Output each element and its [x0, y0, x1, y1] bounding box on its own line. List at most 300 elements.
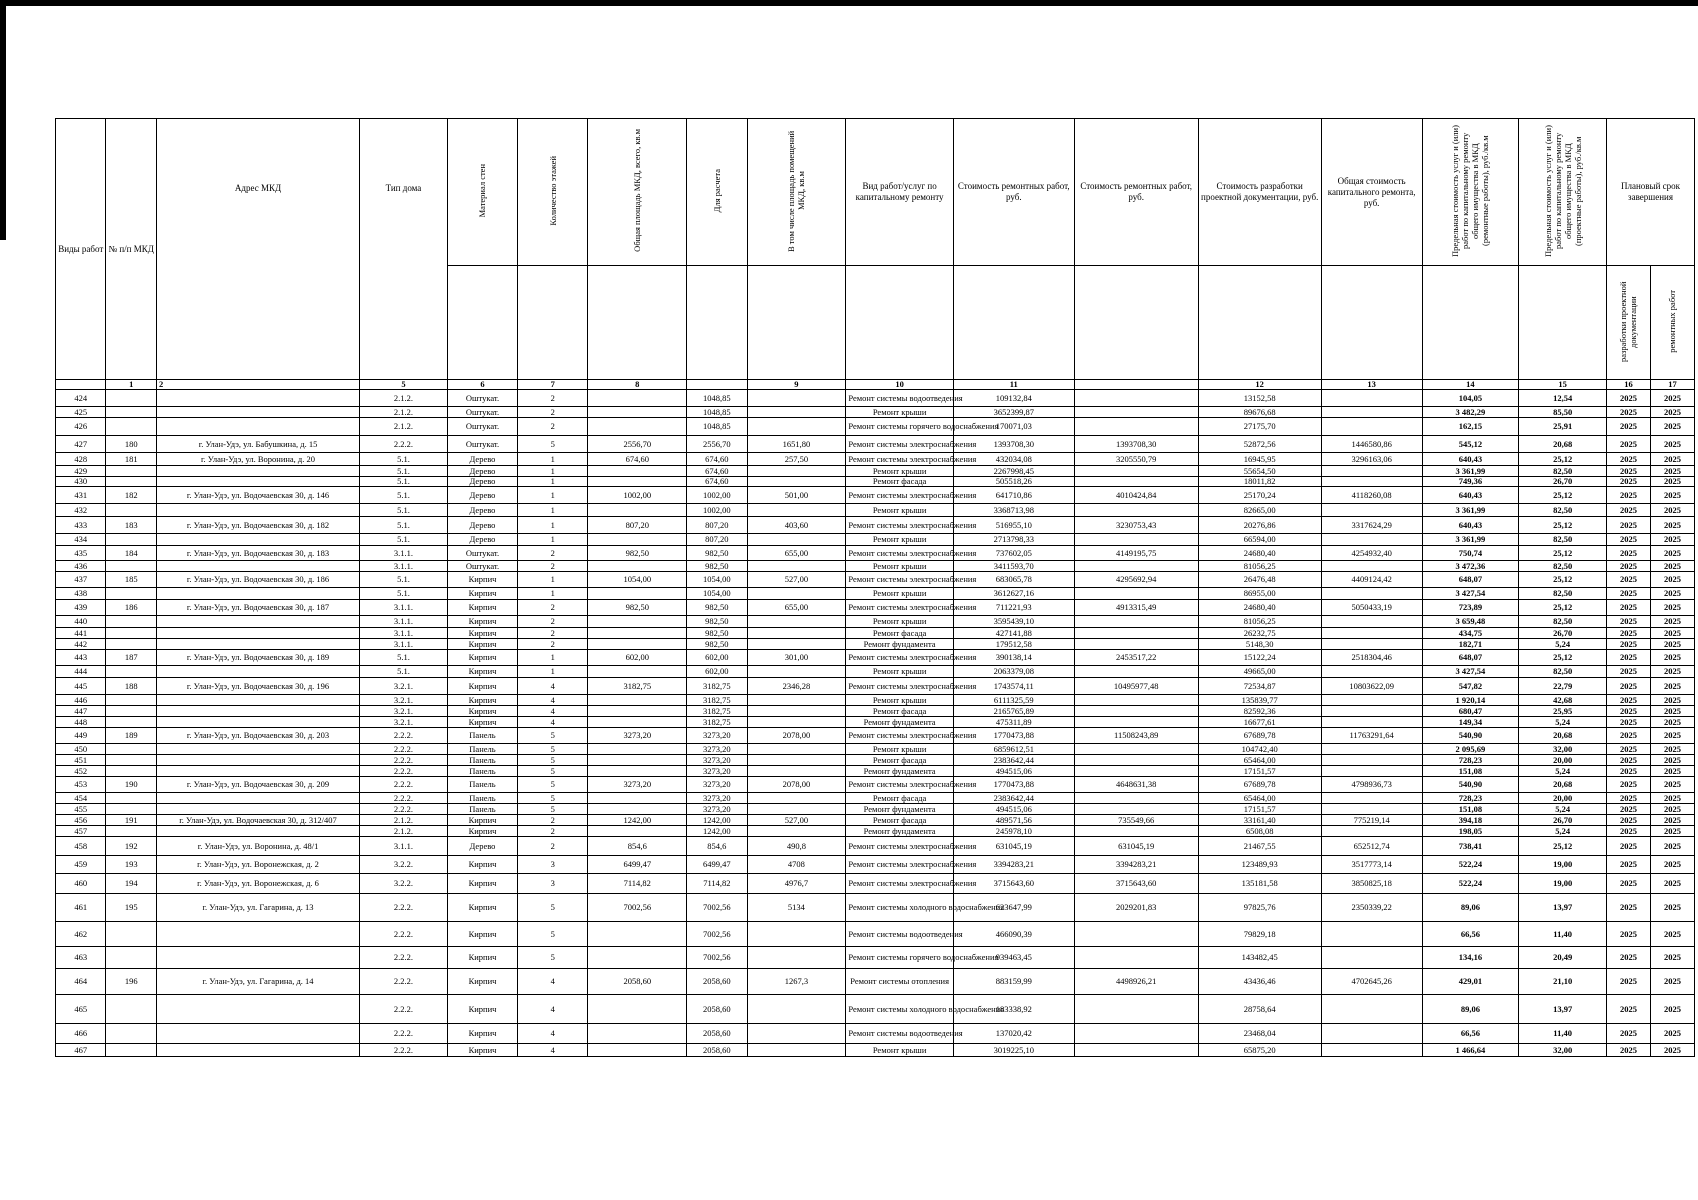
house-type: 2.2.2. — [360, 777, 448, 793]
row-number: 460 — [56, 874, 106, 894]
header-house-type: Тип дома — [360, 119, 448, 380]
floors: 4 — [518, 1044, 588, 1057]
wall-material: Панель — [447, 755, 517, 766]
row-number: 456 — [56, 815, 106, 826]
premises-area: 490,8 — [747, 837, 846, 856]
mkd-number: 196 — [106, 969, 156, 995]
house-type: 2.2.2. — [360, 744, 448, 755]
year-repair: 2025 — [1650, 947, 1694, 969]
column-number: 5 — [360, 380, 448, 390]
house-type: 2.2.2. — [360, 947, 448, 969]
wall-material: Дерево — [447, 487, 517, 504]
total-cost — [1321, 616, 1422, 628]
mkd-number — [106, 826, 156, 837]
year-design: 2025 — [1607, 777, 1651, 793]
wall-material: Кирпич — [447, 650, 517, 666]
repair-cost-total — [1074, 466, 1198, 477]
year-repair: 2025 — [1650, 616, 1694, 628]
limit-design: 20,00 — [1519, 793, 1607, 804]
table-row — [56, 600, 1695, 616]
calc-area: 2058,60 — [687, 969, 747, 995]
repair-kind: Ремонт фасада — [846, 815, 954, 826]
limit-repair: 1 920,14 — [1422, 695, 1519, 706]
year-repair: 2025 — [1650, 418, 1694, 436]
total-cost — [1321, 695, 1422, 706]
repair-cost: 1743574,11 — [953, 678, 1074, 695]
wall-material: Кирпич — [447, 588, 517, 600]
design-cost: 81056,25 — [1198, 616, 1321, 628]
row-number: 453 — [56, 777, 106, 793]
limit-repair: 3 361,99 — [1422, 534, 1519, 546]
repair-cost: 3394283,21 — [953, 856, 1074, 874]
row-number: 431 — [56, 487, 106, 504]
repair-cost: 711221,93 — [953, 600, 1074, 616]
mkd-number — [106, 744, 156, 755]
year-repair: 2025 — [1650, 390, 1694, 407]
design-cost: 28758,64 — [1198, 995, 1321, 1024]
total-cost: 3517773,14 — [1321, 856, 1422, 874]
floors: 2 — [518, 639, 588, 650]
header-address: Адрес МКД — [156, 119, 359, 380]
repair-cost: 494515,06 — [953, 804, 1074, 815]
premises-area: 1651,80 — [747, 436, 846, 453]
repair-cost-total: 4498926,21 — [1074, 969, 1198, 995]
house-type: 2.2.2. — [360, 728, 448, 744]
year-repair: 2025 — [1650, 517, 1694, 534]
year-repair: 2025 — [1650, 504, 1694, 517]
floors: 5 — [518, 436, 588, 453]
year-repair: 2025 — [1650, 744, 1694, 755]
repair-cost-total — [1074, 534, 1198, 546]
column-number: 9 — [747, 380, 846, 390]
table-row — [56, 874, 1695, 894]
wall-material: Дерево — [447, 477, 517, 487]
total-cost: 4798936,73 — [1321, 777, 1422, 793]
premises-area: 527,00 — [747, 815, 846, 826]
total-area — [588, 695, 687, 706]
limit-design: 26,70 — [1519, 815, 1607, 826]
design-cost: 86955,00 — [1198, 588, 1321, 600]
total-cost — [1321, 744, 1422, 755]
address — [156, 1044, 359, 1057]
floors: 4 — [518, 678, 588, 695]
design-cost: 16945,95 — [1198, 453, 1321, 466]
table-row — [56, 969, 1695, 995]
mkd-number: 189 — [106, 728, 156, 744]
row-number: 462 — [56, 922, 106, 947]
row-number: 454 — [56, 793, 106, 804]
house-type: 5.1. — [360, 466, 448, 477]
table-row — [56, 517, 1695, 534]
house-type: 3.1.1. — [360, 639, 448, 650]
design-cost: 18011,82 — [1198, 477, 1321, 487]
column-number — [56, 380, 106, 390]
house-type: 2.2.2. — [360, 755, 448, 766]
year-repair: 2025 — [1650, 650, 1694, 666]
calc-area: 982,50 — [687, 616, 747, 628]
repair-cost-total — [1074, 418, 1198, 436]
year-design: 2025 — [1607, 407, 1651, 418]
table-row — [56, 837, 1695, 856]
design-cost: 16677,61 — [1198, 717, 1321, 728]
limit-repair: 750,74 — [1422, 546, 1519, 561]
year-design: 2025 — [1607, 628, 1651, 639]
wall-material: Кирпич — [447, 894, 517, 922]
repair-kind: Ремонт фундамента — [846, 766, 954, 777]
repair-cost: 183338,92 — [953, 995, 1074, 1024]
year-design: 2025 — [1607, 695, 1651, 706]
address: г. Улан-Удэ, ул. Воронина, д. 48/1 — [156, 837, 359, 856]
repair-kind: Ремонт крыши — [846, 695, 954, 706]
limit-design: 11,40 — [1519, 922, 1607, 947]
premises-area — [747, 804, 846, 815]
design-cost: 26232,75 — [1198, 628, 1321, 639]
total-area: 854,6 — [588, 837, 687, 856]
repair-cost-total — [1074, 616, 1198, 628]
address — [156, 639, 359, 650]
total-cost: 3850825,18 — [1321, 874, 1422, 894]
repair-kind: Ремонт системы электроснабжения — [846, 487, 954, 504]
address — [156, 793, 359, 804]
column-number: 10 — [846, 380, 954, 390]
repair-cost: 939463,45 — [953, 947, 1074, 969]
limit-repair: 728,23 — [1422, 755, 1519, 766]
row-number: 461 — [56, 894, 106, 922]
mkd-number — [106, 477, 156, 487]
limit-repair: 3 361,99 — [1422, 466, 1519, 477]
year-design: 2025 — [1607, 894, 1651, 922]
floors: 5 — [518, 777, 588, 793]
limit-repair: 738,41 — [1422, 837, 1519, 856]
total-cost: 11763291,64 — [1321, 728, 1422, 744]
calc-area: 7002,56 — [687, 922, 747, 947]
limit-design: 25,91 — [1519, 418, 1607, 436]
row-number: 455 — [56, 804, 106, 815]
repair-kind: Ремонт системы электроснабжения — [846, 777, 954, 793]
repair-cost-total — [1074, 826, 1198, 837]
wall-material: Дерево — [447, 534, 517, 546]
calc-area: 1002,00 — [687, 487, 747, 504]
limit-design: 42,68 — [1519, 695, 1607, 706]
total-area — [588, 561, 687, 572]
column-number — [1074, 380, 1198, 390]
year-repair: 2025 — [1650, 466, 1694, 477]
year-design: 2025 — [1607, 466, 1651, 477]
address — [156, 922, 359, 947]
year-repair: 2025 — [1650, 1044, 1694, 1057]
repair-kind: Ремонт фасада — [846, 793, 954, 804]
repair-kind: Ремонт системы электроснабжения — [846, 453, 954, 466]
limit-design: 5,24 — [1519, 766, 1607, 777]
total-area: 807,20 — [588, 517, 687, 534]
total-area: 1054,00 — [588, 572, 687, 588]
premises-area — [747, 766, 846, 777]
mkd-number — [106, 804, 156, 815]
floors: 4 — [518, 717, 588, 728]
limit-design: 19,00 — [1519, 874, 1607, 894]
calc-area: 982,50 — [687, 546, 747, 561]
repair-kind: Ремонт крыши — [846, 744, 954, 755]
limit-repair: 429,01 — [1422, 969, 1519, 995]
total-cost — [1321, 922, 1422, 947]
repair-cost-total: 3230753,43 — [1074, 517, 1198, 534]
total-cost: 4118260,08 — [1321, 487, 1422, 504]
total-area: 2058,60 — [588, 969, 687, 995]
calc-area: 3182,75 — [687, 706, 747, 717]
design-cost: 5148,30 — [1198, 639, 1321, 650]
design-cost: 24680,40 — [1198, 600, 1321, 616]
mkd-number: 194 — [106, 874, 156, 894]
limit-repair: 2 095,69 — [1422, 744, 1519, 755]
row-number: 426 — [56, 418, 106, 436]
table-row — [56, 1024, 1695, 1044]
limit-repair: 545,12 — [1422, 436, 1519, 453]
floors: 4 — [518, 969, 588, 995]
column-number: 8 — [588, 380, 687, 390]
mkd-number — [106, 666, 156, 678]
wall-material: Кирпич — [447, 616, 517, 628]
house-type: 5.1. — [360, 504, 448, 517]
repair-cost: 1393708,30 — [953, 436, 1074, 453]
house-type: 2.2.2. — [360, 766, 448, 777]
limit-repair: 723,89 — [1422, 600, 1519, 616]
premises-area: 5134 — [747, 894, 846, 922]
calc-area: 3273,20 — [687, 804, 747, 815]
total-cost — [1321, 477, 1422, 487]
header-repair-kind: Вид работ/услуг по капитальному ремонту — [846, 119, 954, 266]
repair-cost: 2383642,44 — [953, 755, 1074, 766]
row-number: 465 — [56, 995, 106, 1024]
calc-area: 602,00 — [687, 666, 747, 678]
repair-kind: Ремонт крыши — [846, 616, 954, 628]
row-number: 448 — [56, 717, 106, 728]
repair-cost: 1770473,88 — [953, 728, 1074, 744]
row-number: 439 — [56, 600, 106, 616]
mkd-number — [106, 561, 156, 572]
design-cost: 89676,68 — [1198, 407, 1321, 418]
premises-area — [747, 477, 846, 487]
limit-repair: 151,08 — [1422, 766, 1519, 777]
repair-kind: Ремонт системы холодного водоснабжения — [846, 995, 954, 1024]
wall-material: Панель — [447, 804, 517, 815]
repair-cost: 179512,58 — [953, 639, 1074, 650]
repair-cost: 170071,03 — [953, 418, 1074, 436]
repair-cost: 427141,88 — [953, 628, 1074, 639]
wall-material: Кирпич — [447, 666, 517, 678]
repair-cost: 432034,08 — [953, 453, 1074, 466]
calc-area: 982,50 — [687, 628, 747, 639]
mkd-number: 193 — [106, 856, 156, 874]
limit-repair: 182,71 — [1422, 639, 1519, 650]
house-type: 2.2.2. — [360, 969, 448, 995]
table-row — [56, 487, 1695, 504]
year-repair: 2025 — [1650, 969, 1694, 995]
total-cost — [1321, 466, 1422, 477]
repair-cost: 641710,86 — [953, 487, 1074, 504]
repair-kind: Ремонт фундамента — [846, 717, 954, 728]
table-row — [56, 453, 1695, 466]
total-area — [588, 504, 687, 517]
table-row — [56, 650, 1695, 666]
row-number: 438 — [56, 588, 106, 600]
total-cost: 652512,74 — [1321, 837, 1422, 856]
capital-repair-table — [55, 118, 1695, 1057]
row-number: 430 — [56, 477, 106, 487]
wall-material: Оштукат. — [447, 390, 517, 407]
floors: 1 — [518, 477, 588, 487]
total-area: 1242,00 — [588, 815, 687, 826]
year-design: 2025 — [1607, 717, 1651, 728]
repair-cost: 245978,10 — [953, 826, 1074, 837]
column-number: 2 — [156, 380, 359, 390]
repair-cost: 2383642,44 — [953, 793, 1074, 804]
repair-kind: Ремонт крыши — [846, 504, 954, 517]
address — [156, 407, 359, 418]
year-design: 2025 — [1607, 744, 1651, 755]
limit-design: 25,12 — [1519, 546, 1607, 561]
premises-area — [747, 628, 846, 639]
design-cost: 66594,00 — [1198, 534, 1321, 546]
address — [156, 826, 359, 837]
design-cost: 49665,00 — [1198, 666, 1321, 678]
address — [156, 418, 359, 436]
limit-repair: 680,47 — [1422, 706, 1519, 717]
mkd-number — [106, 616, 156, 628]
mkd-number — [106, 407, 156, 418]
calc-area: 3182,75 — [687, 678, 747, 695]
address — [156, 804, 359, 815]
header-deadline: Плановый срок завершения — [1607, 119, 1695, 266]
house-type: 5.1. — [360, 477, 448, 487]
total-cost: 4254932,40 — [1321, 546, 1422, 561]
calc-area: 1048,85 — [687, 390, 747, 407]
total-cost — [1321, 1024, 1422, 1044]
limit-repair: 3 427,54 — [1422, 666, 1519, 678]
premises-area — [747, 466, 846, 477]
mkd-number: 184 — [106, 546, 156, 561]
table-row — [56, 717, 1695, 728]
repair-kind: Ремонт фасада — [846, 706, 954, 717]
repair-cost-total: 4295692,94 — [1074, 572, 1198, 588]
total-area: 982,50 — [588, 546, 687, 561]
year-repair: 2025 — [1650, 407, 1694, 418]
year-repair: 2025 — [1650, 717, 1694, 728]
year-repair: 2025 — [1650, 728, 1694, 744]
repair-cost-total: 3394283,21 — [1074, 856, 1198, 874]
total-cost — [1321, 588, 1422, 600]
address: г. Улан-Удэ, ул. Бабушкина, д. 15 — [156, 436, 359, 453]
year-design: 2025 — [1607, 504, 1651, 517]
header-limit-repair: Предельная стоимость услуг и (или) работ по капитальному ремонту общего имущества в МКД (ремонтные работы), руб./кв.м — [1422, 119, 1519, 266]
column-number: 1 — [106, 380, 156, 390]
total-area: 982,50 — [588, 600, 687, 616]
address: г. Улан-Удэ, ул. Водочаевская 30, д. 182 — [156, 517, 359, 534]
premises-area: 4976,7 — [747, 874, 846, 894]
house-type: 3.1.1. — [360, 616, 448, 628]
limit-repair: 648,07 — [1422, 650, 1519, 666]
design-cost: 43436,46 — [1198, 969, 1321, 995]
row-number: 434 — [56, 534, 106, 546]
table-row — [56, 616, 1695, 628]
table-row — [56, 546, 1695, 561]
year-repair: 2025 — [1650, 628, 1694, 639]
row-number: 436 — [56, 561, 106, 572]
total-cost: 3296163,06 — [1321, 453, 1422, 466]
floors: 1 — [518, 466, 588, 477]
header-premises-area: В том числе площадь помещений МКД, кв.м — [747, 119, 846, 266]
limit-repair: 3 472,36 — [1422, 561, 1519, 572]
calc-area: 2556,70 — [687, 436, 747, 453]
address — [156, 947, 359, 969]
repair-cost-total — [1074, 1044, 1198, 1057]
year-repair: 2025 — [1650, 534, 1694, 546]
floors: 1 — [518, 666, 588, 678]
premises-area — [747, 390, 846, 407]
design-cost: 26476,48 — [1198, 572, 1321, 588]
table-row — [56, 466, 1695, 477]
premises-area — [747, 504, 846, 517]
house-type: 5.1. — [360, 453, 448, 466]
repair-cost-total — [1074, 588, 1198, 600]
mkd-number — [106, 418, 156, 436]
repair-kind: Ремонт фундамента — [846, 639, 954, 650]
floors: 1 — [518, 487, 588, 504]
repair-cost: 494515,06 — [953, 766, 1074, 777]
repair-cost-total: 11508243,89 — [1074, 728, 1198, 744]
total-cost: 1446580,86 — [1321, 436, 1422, 453]
design-cost: 55654,50 — [1198, 466, 1321, 477]
address — [156, 588, 359, 600]
total-area: 2556,70 — [588, 436, 687, 453]
total-area — [588, 826, 687, 837]
column-number: 17 — [1650, 380, 1694, 390]
house-type: 2.1.2. — [360, 826, 448, 837]
mkd-number — [106, 504, 156, 517]
year-repair: 2025 — [1650, 922, 1694, 947]
repair-kind: Ремонт системы электроснабжения — [846, 600, 954, 616]
house-type: 3.2.1. — [360, 717, 448, 728]
total-area: 1002,00 — [588, 487, 687, 504]
wall-material: Кирпич — [447, 628, 517, 639]
year-design: 2025 — [1607, 390, 1651, 407]
address — [156, 477, 359, 487]
house-type: 5.1. — [360, 534, 448, 546]
house-type: 2.2.2. — [360, 436, 448, 453]
house-type: 2.2.2. — [360, 922, 448, 947]
repair-cost: 6859612,51 — [953, 744, 1074, 755]
total-cost — [1321, 1044, 1422, 1057]
table-row — [56, 744, 1695, 755]
total-area: 6499,47 — [588, 856, 687, 874]
row-number: 451 — [56, 755, 106, 766]
wall-material: Панель — [447, 766, 517, 777]
limit-design: 20,68 — [1519, 777, 1607, 793]
limit-repair: 3 427,54 — [1422, 588, 1519, 600]
year-design: 2025 — [1607, 546, 1651, 561]
design-cost: 135181,58 — [1198, 874, 1321, 894]
limit-repair: 522,24 — [1422, 874, 1519, 894]
scan-edge-top — [0, 0, 1698, 6]
repair-kind: Ремонт системы электроснабжения — [846, 517, 954, 534]
repair-cost-total: 3205550,79 — [1074, 453, 1198, 466]
premises-area: 2346,28 — [747, 678, 846, 695]
house-type: 3.2.1. — [360, 695, 448, 706]
repair-cost-total: 10495977,48 — [1074, 678, 1198, 695]
year-design: 2025 — [1607, 995, 1651, 1024]
calc-area: 1054,00 — [687, 572, 747, 588]
table-row — [56, 390, 1695, 407]
limit-design: 82,50 — [1519, 616, 1607, 628]
